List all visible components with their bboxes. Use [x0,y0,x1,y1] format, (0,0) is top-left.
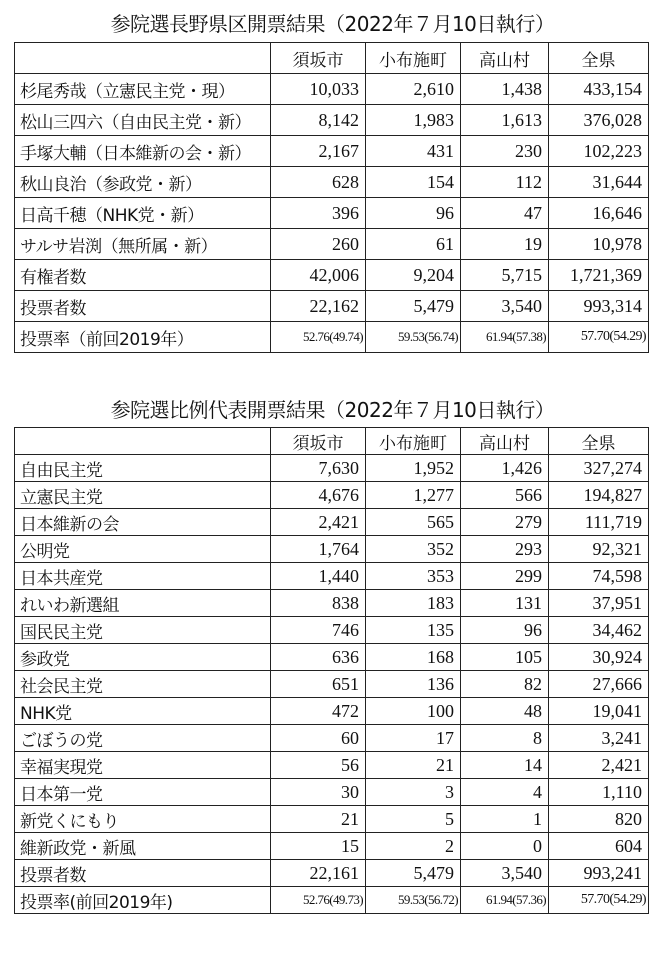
vote-count-cell: 636 [271,644,366,671]
row-label: 参政党 [15,644,271,671]
vote-count-cell: 92,321 [549,536,649,563]
table-row [15,860,649,887]
row-label: 投票率（前回2019年） [15,322,271,353]
vote-count-cell: 5 [366,806,461,833]
header-row [15,43,649,74]
table-row [15,563,649,590]
table-row [15,105,649,136]
table-row [15,229,649,260]
table-row [15,698,649,725]
vote-count-cell: 0 [461,833,549,860]
turnout-rate-cell: 59.53(56.74) [366,322,461,353]
table-row [15,536,649,563]
vote-count-cell: 131 [461,590,549,617]
vote-count-cell: 15 [271,833,366,860]
vote-count-cell: 22,161 [271,860,366,887]
column-header: 全県 [549,428,649,455]
vote-count-cell: 1,440 [271,563,366,590]
row-label: 新党くにもり [15,806,271,833]
table-row [15,671,649,698]
vote-count-cell: 21 [366,752,461,779]
vote-count-cell: 16,646 [549,198,649,229]
vote-count-cell: 183 [366,590,461,617]
vote-count-cell: 21 [271,806,366,833]
vote-count-cell: 168 [366,644,461,671]
row-label: 杉尾秀哉（立憲民主党・現） [15,74,271,105]
row-label: 手塚大輔（日本維新の会・新） [15,136,271,167]
vote-count-cell: 376,028 [549,105,649,136]
turnout-rate-cell: 57.70(54.29) [549,887,649,914]
vote-count-cell: 31,644 [549,167,649,198]
row-label: 投票者数 [15,860,271,887]
vote-count-cell: 1,764 [271,536,366,563]
vote-count-cell: 60 [271,725,366,752]
table-row [15,260,649,291]
row-label: れいわ新選組 [15,590,271,617]
vote-count-cell: 111,719 [549,509,649,536]
row-label: 日本第一党 [15,779,271,806]
vote-count-cell: 27,666 [549,671,649,698]
table-row [15,74,649,105]
vote-count-cell: 1,613 [461,105,549,136]
vote-count-cell: 19,041 [549,698,649,725]
column-header: 須坂市 [271,428,366,455]
row-label: 秋山良治（参政党・新） [15,167,271,198]
column-header: 須坂市 [271,43,366,74]
turnout-rate-row [15,322,649,353]
turnout-rate-cell: 52.76(49.73) [271,887,366,914]
vote-count-cell: 37,951 [549,590,649,617]
vote-count-cell: 327,274 [549,455,649,482]
row-label: 松山三四六（自由民主党・新） [15,105,271,136]
vote-count-cell: 10,978 [549,229,649,260]
vote-count-cell: 30 [271,779,366,806]
vote-count-cell: 3 [366,779,461,806]
row-label: 投票者数 [15,291,271,322]
table-row [15,806,649,833]
row-label: サルサ岩渕（無所属・新） [15,229,271,260]
proportional-results-title: 参院選比例代表開票結果（2022年７月10日執行） [110,398,555,422]
vote-count-cell: 17 [366,725,461,752]
vote-count-cell: 1,277 [366,482,461,509]
vote-count-cell: 1,438 [461,74,549,105]
row-label: 投票率(前回2019年) [15,887,271,914]
vote-count-cell: 1,426 [461,455,549,482]
row-label: ごぼうの党 [15,725,271,752]
turnout-rate-row [15,887,649,914]
vote-count-cell: 14 [461,752,549,779]
vote-count-cell: 102,223 [549,136,649,167]
row-label: 国民民主党 [15,617,271,644]
vote-count-cell: 22,162 [271,291,366,322]
vote-count-cell: 154 [366,167,461,198]
row-label: 自由民主党 [15,455,271,482]
turnout-rate-cell: 61.94(57.38) [461,322,549,353]
vote-count-cell: 100 [366,698,461,725]
turnout-rate-cell: 61.94(57.36) [461,887,549,914]
column-header: 高山村 [461,43,549,74]
vote-count-cell: 565 [366,509,461,536]
vote-count-cell: 993,314 [549,291,649,322]
vote-count-cell: 105 [461,644,549,671]
header-corner [15,43,271,74]
column-header: 高山村 [461,428,549,455]
turnout-rate-cell: 52.76(49.74) [271,322,366,353]
vote-count-cell: 1,110 [549,779,649,806]
vote-count-cell: 96 [461,617,549,644]
column-header: 小布施町 [366,428,461,455]
vote-count-cell: 30,924 [549,644,649,671]
vote-count-cell: 651 [271,671,366,698]
vote-count-cell: 396 [271,198,366,229]
vote-count-cell: 1,983 [366,105,461,136]
vote-count-cell: 3,540 [461,860,549,887]
vote-count-cell: 838 [271,590,366,617]
proportional-results-table [14,427,649,914]
header-row [15,428,649,455]
turnout-rate-cell: 59.53(56.72) [366,887,461,914]
vote-count-cell: 2,167 [271,136,366,167]
vote-count-cell: 48 [461,698,549,725]
vote-count-cell: 431 [366,136,461,167]
vote-count-cell: 1,721,369 [549,260,649,291]
table-row [15,291,649,322]
vote-count-cell: 299 [461,563,549,590]
vote-count-cell: 136 [366,671,461,698]
vote-count-cell: 9,204 [366,260,461,291]
vote-count-cell: 74,598 [549,563,649,590]
table-row [15,482,649,509]
turnout-rate-cell: 57.70(54.29) [549,322,649,353]
vote-count-cell: 3,241 [549,725,649,752]
row-label: 幸福実現党 [15,752,271,779]
row-label: 日本共産党 [15,563,271,590]
vote-count-cell: 279 [461,509,549,536]
vote-count-cell: 4,676 [271,482,366,509]
table-row [15,644,649,671]
district-results-table [14,42,649,353]
vote-count-cell: 47 [461,198,549,229]
vote-count-cell: 5,479 [366,291,461,322]
vote-count-cell: 10,033 [271,74,366,105]
vote-count-cell: 352 [366,536,461,563]
header-corner [15,428,271,455]
vote-count-cell: 353 [366,563,461,590]
district-results-title: 参院選長野県区開票結果（2022年７月10日執行） [110,12,555,36]
vote-count-cell: 293 [461,536,549,563]
row-label: NHK党 [15,698,271,725]
vote-count-cell: 2,421 [549,752,649,779]
vote-count-cell: 746 [271,617,366,644]
vote-count-cell: 56 [271,752,366,779]
vote-count-cell: 42,006 [271,260,366,291]
row-label: 有権者数 [15,260,271,291]
vote-count-cell: 61 [366,229,461,260]
vote-count-cell: 8,142 [271,105,366,136]
row-label: 社会民主党 [15,671,271,698]
vote-count-cell: 1,952 [366,455,461,482]
vote-count-cell: 7,630 [271,455,366,482]
table-row [15,725,649,752]
vote-count-cell: 2 [366,833,461,860]
vote-count-cell: 135 [366,617,461,644]
vote-count-cell: 194,827 [549,482,649,509]
column-header: 小布施町 [366,43,461,74]
vote-count-cell: 112 [461,167,549,198]
vote-count-cell: 433,154 [549,74,649,105]
vote-count-cell: 628 [271,167,366,198]
vote-count-cell: 472 [271,698,366,725]
table-row [15,617,649,644]
vote-count-cell: 82 [461,671,549,698]
vote-count-cell: 4 [461,779,549,806]
table-row [15,779,649,806]
column-header: 全県 [549,43,649,74]
vote-count-cell: 8 [461,725,549,752]
table-row [15,198,649,229]
row-label: 日本維新の会 [15,509,271,536]
table-row [15,136,649,167]
table-row [15,752,649,779]
table-row [15,509,649,536]
vote-count-cell: 96 [366,198,461,229]
vote-count-cell: 2,421 [271,509,366,536]
vote-count-cell: 820 [549,806,649,833]
row-label: 立憲民主党 [15,482,271,509]
row-label: 維新政党・新風 [15,833,271,860]
vote-count-cell: 260 [271,229,366,260]
vote-count-cell: 3,540 [461,291,549,322]
table-row [15,833,649,860]
vote-count-cell: 5,715 [461,260,549,291]
vote-count-cell: 566 [461,482,549,509]
vote-count-cell: 1 [461,806,549,833]
row-label: 日高千穂（NHK党・新） [15,198,271,229]
vote-count-cell: 230 [461,136,549,167]
vote-count-cell: 5,479 [366,860,461,887]
table-row [15,167,649,198]
row-label: 公明党 [15,536,271,563]
vote-count-cell: 993,241 [549,860,649,887]
vote-count-cell: 19 [461,229,549,260]
vote-count-cell: 604 [549,833,649,860]
table-row [15,590,649,617]
vote-count-cell: 2,610 [366,74,461,105]
table-row [15,455,649,482]
vote-count-cell: 34,462 [549,617,649,644]
